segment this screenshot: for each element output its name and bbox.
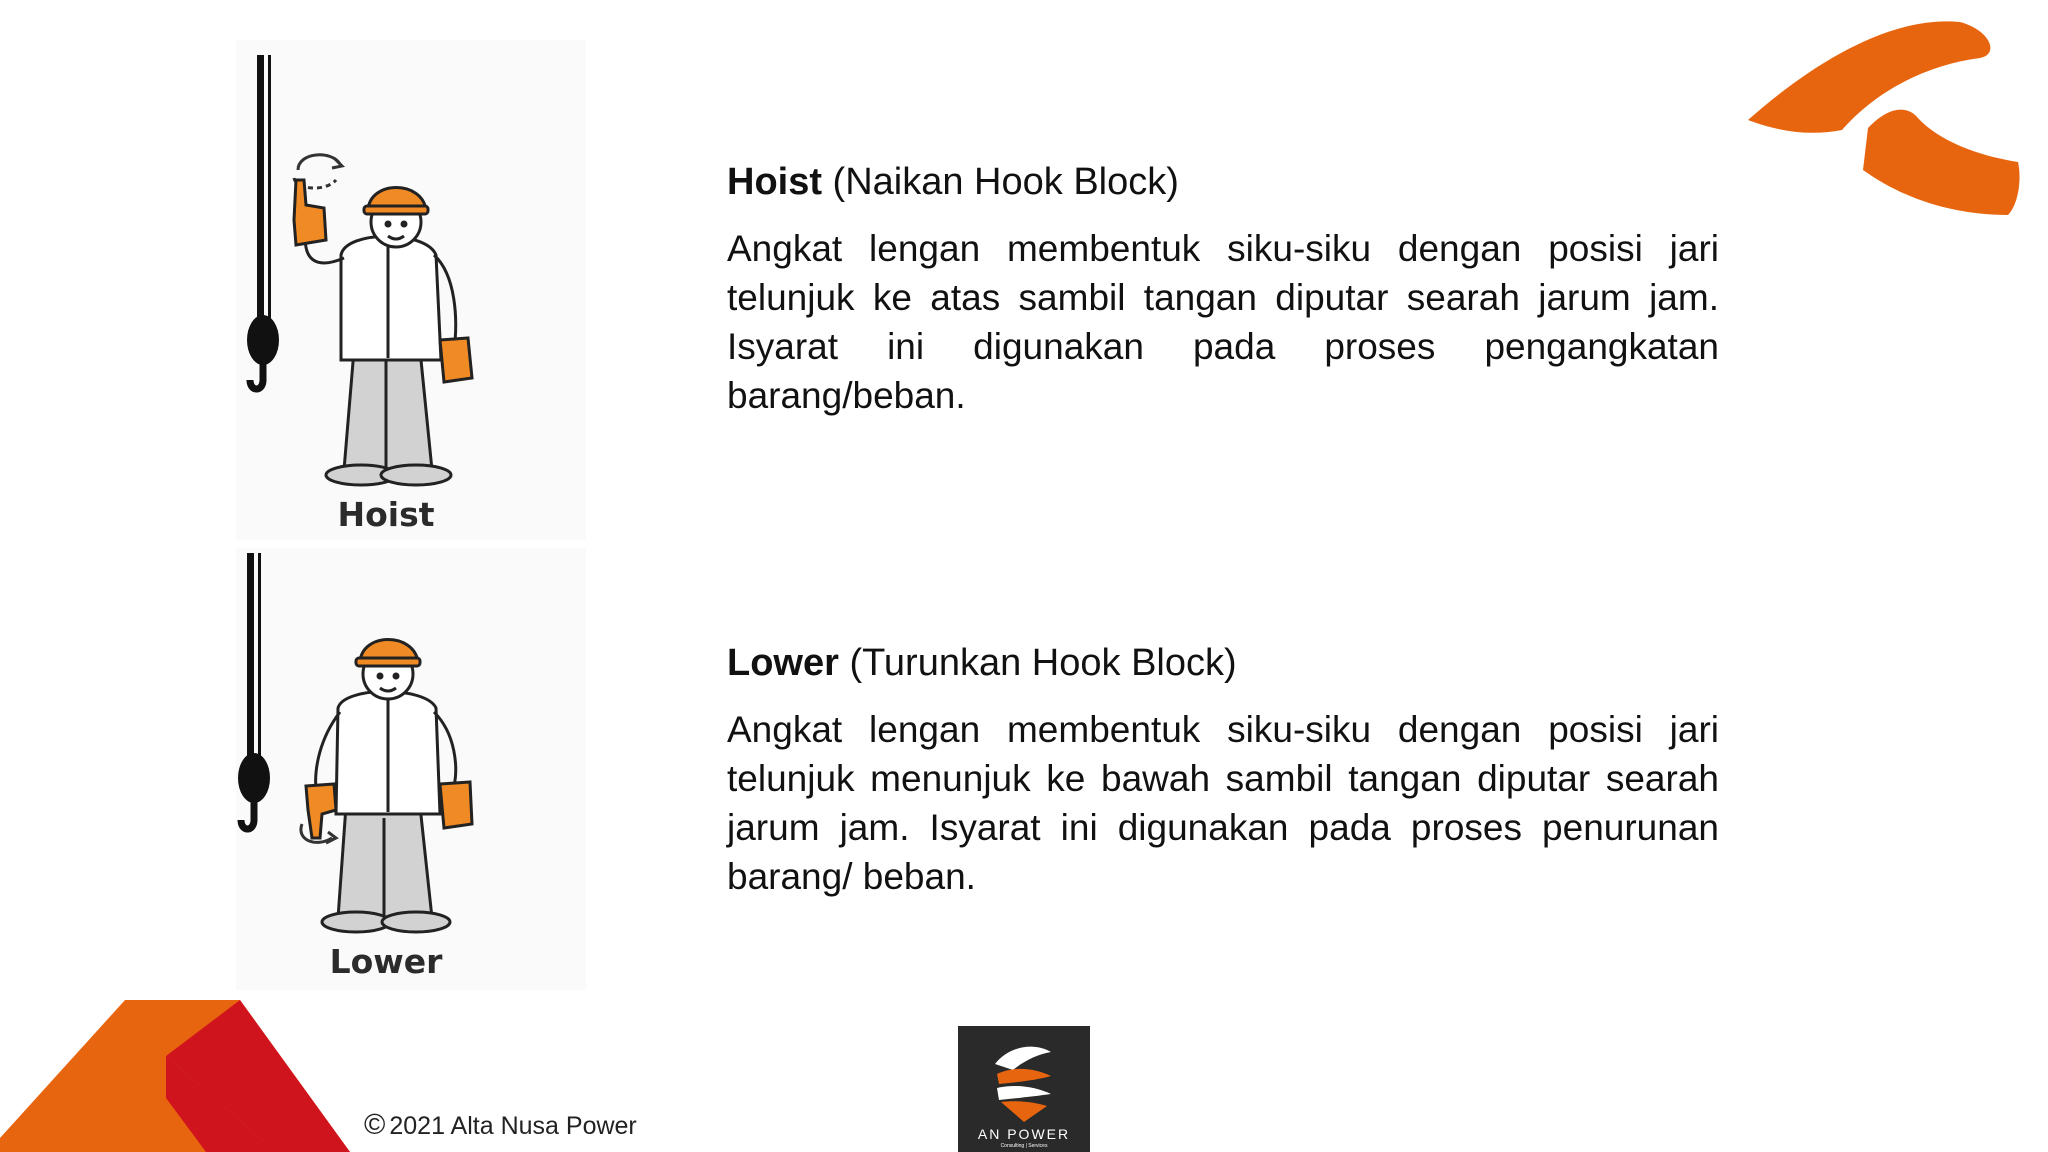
hoist-title-bold: Hoist xyxy=(727,161,822,203)
copyright-symbol: © xyxy=(364,1109,386,1141)
lower-title xyxy=(727,641,1719,687)
lower-signal xyxy=(727,641,1719,901)
logo-brand-name: AN POWER xyxy=(977,1126,1071,1142)
crane-hook-icon xyxy=(238,553,270,829)
an-power-emblem-icon xyxy=(989,1034,1059,1124)
copyright-notice xyxy=(364,1109,637,1142)
hoist-description: Angkat lengan membentuk siku-siku dengan posisi jari telunjuk ke atas sambil tangan diputar searah jarum jam. Isyarat ini digunakan pada proses pengangkatan barang/beban. xyxy=(727,227,1719,416)
copyright-text: 2021 Alta Nusa Power xyxy=(389,1112,637,1140)
lower-title-bold: Lower xyxy=(727,642,839,684)
crane-hook-icon xyxy=(247,55,279,389)
hoist-figure xyxy=(236,40,586,540)
an-power-logo xyxy=(958,1026,1090,1152)
lower-caption: Lower xyxy=(329,942,443,981)
lower-description: Angkat lengan membentuk siku-siku dengan posisi jari telunjuk menunjuk ke bawah sambil tangan diputar searah jarum jam. Isyarat ini digunakan pada proses penurunan barang/ beban. xyxy=(727,708,1719,897)
lower-title-rest: (Turunkan Hook Block) xyxy=(838,642,1237,684)
hoist-title-rest: (Naikan Hook Block) xyxy=(822,161,1179,203)
logo-tagline: Consulting | Services xyxy=(1000,1143,1048,1149)
corner-chevron-graphic xyxy=(0,998,360,1152)
lower-figure xyxy=(236,548,586,990)
hoist-caption: Hoist xyxy=(337,495,435,534)
hoist-title xyxy=(727,160,1719,206)
hoist-signal xyxy=(727,160,1719,420)
brand-swoosh-icon xyxy=(1740,10,2030,225)
